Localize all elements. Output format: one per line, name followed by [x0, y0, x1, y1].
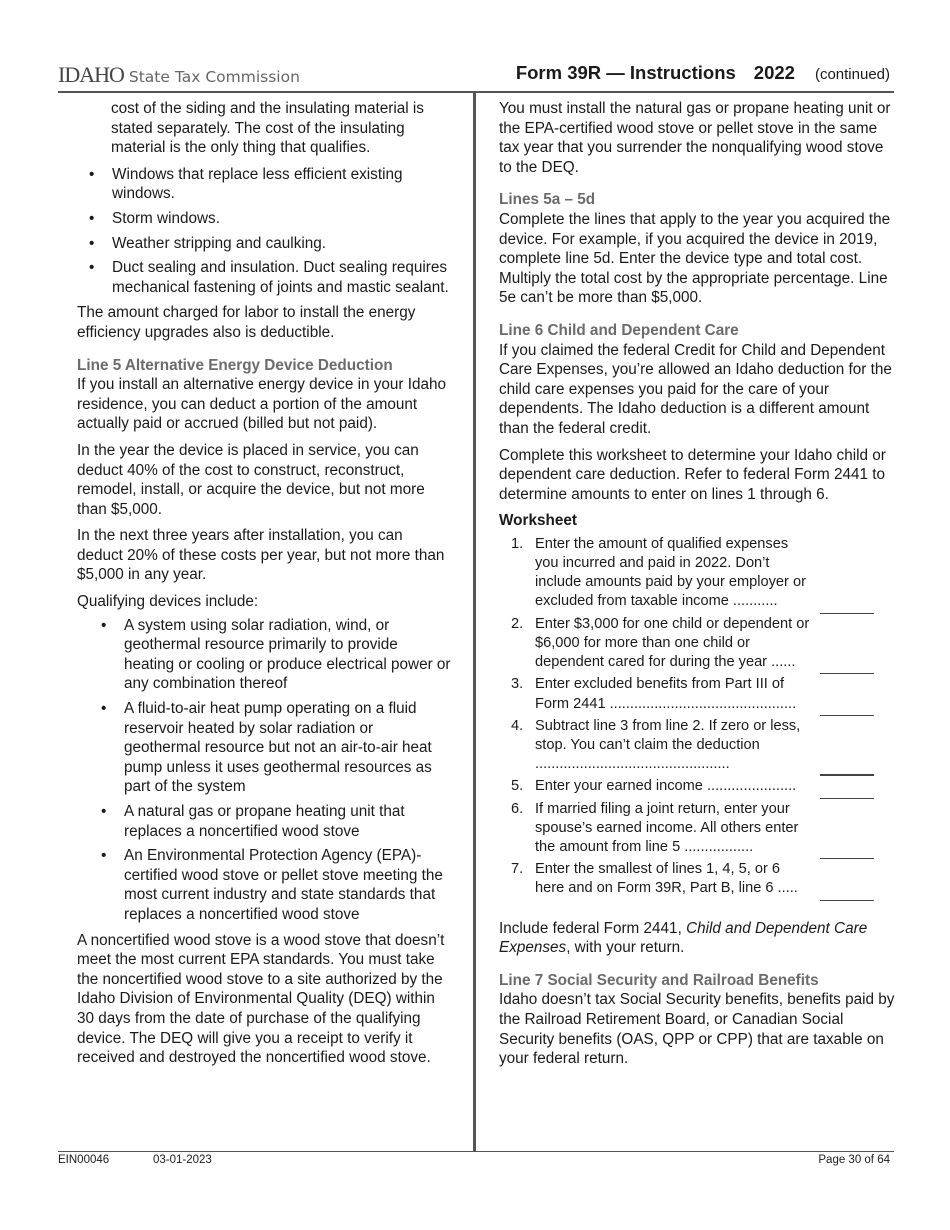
line7-paragraph: Idaho doesn’t tax Social Security benefits, benefits paid by the Railroad Retirement Board, or Canadian Social Security benefits (OAS, QPP or CPP) that are taxable on your federal return.: [499, 991, 895, 1068]
lines-5a-heading: Lines 5a – 5d: [499, 191, 596, 209]
logo-idaho: IDAHO: [58, 62, 124, 87]
form-title: [516, 62, 890, 84]
worksheet-heading: Worksheet: [499, 512, 577, 530]
list-item: • A fluid-to-air heat pump operating on a fluid reservoir heated by solar radiation or geothermal resource but not an air-to-air heat pump unless it uses geothermal resources as part of the system: [101, 700, 432, 796]
worksheet-line-3: 3. Enter excluded benefits from Part III of Form 2441 ..............................................: [499, 675, 813, 713]
next-years-paragraph: In the next three years after installation, you can deduct 20% of these costs per year, but not more than $5,000 in any year.: [77, 527, 445, 584]
worksheet-intro: Complete this worksheet to determine your Idaho child or dependent care deduction. Refer to federal Form 2441 to determine amounts to enter on lines 1 through 6.: [499, 446, 886, 503]
form-name: Form 39R — Instructions: [515, 62, 736, 83]
device-list: [89, 616, 452, 925]
worksheet-line-5: 5. Enter your earned income ......................: [499, 777, 813, 796]
list-item: • Storm windows.: [89, 209, 220, 227]
entry-field[interactable]: [820, 798, 874, 799]
worksheet-line-2: 2. Enter $3,000 for one child or dependent or $6,000 for more than one child or dependent cared for during the year ......: [499, 615, 813, 673]
left-column: [77, 99, 452, 1075]
worksheet-line-4: 4. Subtract line 3 from line 2. If zero or less, stop. You can’t claim the deduction ................................................: [499, 717, 813, 775]
worksheet-line-6: 6. If married filing a joint return, enter your spouse’s earned income. All others enter the amount from line 5 .................: [499, 800, 813, 858]
upgrade-list: [77, 165, 452, 298]
footer-date: 03-01-2023: [153, 1154, 212, 1166]
install-same-year-paragraph: You must install the natural gas or propane heating unit or the EPA-certified wood stove or pellet stove in the same tax year that you surrender the nonqualifying wood stove to the DEQ.: [499, 100, 891, 176]
year-paragraph: In the year the device is placed in service, you can deduct 40% of the cost to construct, reconstruct, remodel, install, or acquire the device, but not more than $5,000.: [77, 441, 425, 518]
siding-paragraph: cost of the siding and the insulating material is stated separately. The cost of the insulating material is the only thing that qualifies.: [111, 100, 424, 157]
entry-field[interactable]: [820, 715, 874, 716]
footer-page-number: Page 30 of 64: [818, 1154, 890, 1166]
entry-field[interactable]: [820, 613, 874, 614]
include-form-paragraph: Include federal Form 2441, Child and Dependent Care Expenses, with your return.: [499, 919, 868, 957]
worksheet: [499, 535, 895, 899]
entry-field[interactable]: [820, 774, 874, 776]
line6-paragraph: If you claimed the federal Credit for Child and Dependent Care Expenses, you’re allowed an Idaho deduction for the child care expenses you paid for the care of your dependents. The Idaho deduction is a different amount than the federal credit.: [499, 341, 892, 437]
lines-5a-paragraph: Complete the lines that apply to the year you acquired the device. For example, if you acquired the device in 2019, complete line 5d. Enter the device type and total cost. Multiply the total cost by the appropriate percentage. Line 5e can’t be more than $5,000.: [499, 210, 891, 307]
wood-stove-paragraph: A noncertified wood stove is a wood stove that doesn’t meet the most current EPA standards. You must take the noncertified wood stove to a site authorized by the Idaho Division of Environmental Quality (DEQ) within 30 days from the date of purchase of the qualifying device. The DEQ will give you a receipt to verify it received and destroyed the noncertified wood stove.: [77, 931, 445, 1067]
entry-field[interactable]: [820, 858, 874, 859]
form-year: 2022: [753, 62, 795, 83]
line7-heading: Line 7 Social Security and Railroad Benefits: [499, 971, 819, 989]
entry-field[interactable]: [820, 900, 874, 901]
line6-heading: Line 6 Child and Dependent Care: [499, 321, 739, 339]
list-item: • A natural gas or propane heating unit that replaces a noncertified wood stove: [101, 803, 405, 840]
right-column: [499, 99, 895, 1076]
list-item: • Weather stripping and caulking.: [89, 234, 326, 252]
qualifying-intro: Qualifying devices include:: [77, 593, 259, 611]
list-item: • A system using solar radiation, wind, or geothermal resource primarily to provide heating or cooling or produce electrical power or any combination thereof: [101, 616, 451, 693]
worksheet-line-7: 7. Enter the smallest of lines 1, 4, 5, or 6 here and on Form 39R, Part B, line 6 .....: [499, 860, 813, 898]
list-item: • Duct sealing and insulation. Duct sealing requires mechanical fastening of joints and mastic sealant.: [89, 259, 449, 296]
worksheet-line-1: 1. Enter the amount of qualified expenses you incurred and paid in 2022. Don’t include amounts paid by your employer or excluded from taxable income ...........: [499, 535, 813, 612]
logo-commission: State Tax Commission: [128, 68, 300, 86]
install-paragraph: If you install an alternative energy device in your Idaho residence, you can deduct a portion of the amount actually paid or accrued (billed but not paid).: [77, 376, 447, 433]
idaho-tax-commission-logo: [58, 62, 300, 88]
labor-paragraph: The amount charged for labor to install the energy efficiency upgrades also is deductible.: [77, 304, 416, 341]
column-divider: [473, 92, 476, 1151]
line5-heading: Line 5 Alternative Energy Device Deduction: [77, 356, 393, 374]
continued-label: (continued): [814, 66, 890, 83]
entry-field[interactable]: [820, 673, 874, 674]
header-rule: [58, 91, 894, 93]
list-item: • Windows that replace less efficient existing windows.: [89, 165, 403, 203]
footer-rule: [58, 1151, 894, 1152]
page-header: [58, 58, 890, 92]
list-item: • An Environmental Protection Agency (EPA)-certified wood stove or pellet stove meeting the most current industry and state standards that replaces a noncertified wood stove: [101, 847, 443, 923]
footer-ein: EIN00046: [58, 1154, 110, 1166]
